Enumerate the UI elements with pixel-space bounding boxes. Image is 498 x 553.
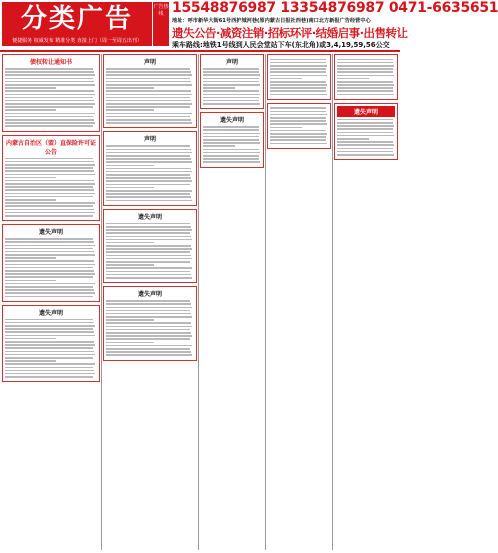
text-line-placeholder [106,145,190,147]
text-line-placeholder [270,90,326,92]
text-line-placeholder [5,177,56,179]
hotline-phones: 15548876987 13354876987 0471-6635651 [172,0,498,16]
text-line-placeholder [270,139,326,141]
text-line-placeholder [270,84,327,86]
text-line-placeholder [337,132,393,134]
text-line-placeholder [106,71,191,73]
text-line-placeholder [203,81,259,83]
text-line-placeholder [5,328,93,330]
text-line-placeholder [270,81,326,83]
text-line-placeholder [106,326,192,328]
text-line-placeholder [106,190,192,192]
text-line-placeholder [5,215,93,217]
text-line-placeholder [203,68,259,70]
text-line-placeholder [203,149,259,151]
text-line-placeholder [5,344,95,346]
text-line-placeholder [5,119,94,121]
text-line-placeholder [5,363,95,365]
text-line-placeholder [5,193,95,195]
notice-title: 遗失声明 [219,117,244,125]
text-line-placeholder [337,71,393,73]
text-line-placeholder [5,357,93,359]
hotline-tag: 广告热线 [153,2,169,46]
notice-block [267,54,331,100]
text-line-placeholder [203,158,259,160]
text-line-placeholder [5,68,93,70]
text-line-placeholder [106,87,154,89]
text-line-placeholder [203,155,259,157]
text-line-placeholder [203,103,260,105]
bus-route: 乘车路线:地铁1号线到人民会堂站下车(东北角)或3,4,19,59,56公交 [172,41,390,49]
text-line-placeholder [106,229,192,231]
text-line-placeholder [106,103,192,105]
notice-title: 声明 [225,59,238,66]
text-line-placeholder [270,107,326,109]
notice-banner: 遗失声明 [337,106,395,117]
text-line-placeholder [106,313,191,315]
text-line-placeholder [106,351,191,353]
text-line-placeholder [5,97,93,99]
text-line-placeholder [106,342,154,344]
text-line-placeholder [5,205,93,207]
notice-statement [103,54,197,128]
text-line-placeholder [5,322,94,324]
text-line-placeholder [337,138,369,140]
text-line-placeholder [106,81,191,83]
text-line-placeholder [337,87,393,89]
text-line-placeholder [5,81,94,83]
notice-body [203,126,261,163]
text-line-placeholder [5,341,94,343]
text-line-placeholder [106,345,192,347]
notice-body [106,145,194,201]
text-line-placeholder [337,81,393,83]
text-line-placeholder [106,258,192,260]
text-line-placeholder [270,117,326,119]
notice-body [5,319,97,378]
text-line-placeholder [5,196,93,198]
text-line-placeholder [5,360,56,362]
text-line-placeholder [5,325,95,327]
brand-subtitle: 便捷服务 权威发布 精准分类 直接上门（周一至周五出刊） [2,36,152,46]
text-line-placeholder [270,75,327,77]
text-line-placeholder [270,123,327,125]
notice-title: 声明 [143,59,156,66]
text-line-placeholder [106,155,190,157]
text-line-placeholder [106,158,191,160]
text-line-placeholder [5,161,94,163]
column-divider [101,54,102,550]
text-line-placeholder [106,319,154,321]
text-line-placeholder [5,335,95,337]
text-line-placeholder [106,261,190,263]
text-line-placeholder [106,329,190,331]
text-line-placeholder [337,68,393,70]
text-line-placeholder [106,161,192,163]
brand-title: 分类广告 [2,2,152,36]
text-line-placeholder [270,127,302,129]
text-line-placeholder [203,161,260,163]
text-line-placeholder [106,242,154,244]
text-line-placeholder [5,100,94,102]
text-line-placeholder [106,354,192,356]
text-line-placeholder [203,84,260,86]
text-line-placeholder [337,62,393,64]
column-divider [265,54,266,550]
text-line-placeholder [5,270,94,272]
text-line-placeholder [5,238,93,240]
notice-body [203,68,261,105]
text-line-placeholder [270,133,327,135]
text-line-placeholder [337,59,393,61]
text-line-placeholder [203,97,259,99]
text-line-placeholder [106,84,192,86]
notice-title: 遗失声明 [137,213,162,221]
notice-lost [334,103,398,160]
notice-lost [200,112,264,167]
text-line-placeholder [106,310,190,312]
notice-body [337,119,395,156]
text-line-placeholder [203,145,235,147]
column-5 [334,54,398,550]
text-line-placeholder [5,109,56,111]
text-line-placeholder [203,129,259,131]
text-line-placeholder [5,370,94,372]
text-line-placeholder [106,271,190,273]
text-line-placeholder [5,189,94,191]
text-line-placeholder [270,111,326,113]
text-line-placeholder [203,71,259,73]
text-line-placeholder [5,94,95,96]
text-line-placeholder [337,65,394,67]
text-line-placeholder [337,122,393,124]
column-2 [103,54,197,550]
text-line-placeholder [270,130,326,132]
text-line-placeholder [270,71,326,73]
text-line-placeholder [106,316,192,318]
text-line-placeholder [106,196,191,198]
text-line-placeholder [203,78,259,80]
text-line-placeholder [337,151,393,153]
notice-block [267,103,331,149]
text-line-placeholder [106,68,190,70]
text-line-placeholder [5,373,95,375]
text-line-placeholder [106,338,190,340]
notice-title: 债权转让通知书 [29,59,72,66]
text-line-placeholder [270,94,327,96]
text-line-placeholder [5,183,95,185]
text-line-placeholder [337,75,394,77]
text-line-placeholder [106,245,191,247]
text-line-placeholder [5,180,94,182]
header-rule [0,50,400,52]
text-line-placeholder [106,223,190,225]
text-line-placeholder [106,193,190,195]
column-1 [2,54,100,550]
text-line-placeholder [5,103,95,105]
notice-lost [2,224,100,302]
notice-body [106,223,194,279]
column-divider [332,54,333,550]
text-line-placeholder [337,135,394,137]
text-line-placeholder [106,97,190,99]
text-line-placeholder [106,200,192,202]
text-line-placeholder [203,142,260,144]
text-line-placeholder [203,94,260,96]
text-line-placeholder [106,177,191,179]
text-line-placeholder [106,174,190,176]
text-line-placeholder [203,126,259,128]
text-line-placeholder [203,133,260,135]
text-line-placeholder [106,322,191,324]
text-line-placeholder [106,109,154,111]
office-address: 地址：呼市新华大街61号西护城河巷(原内蒙古日报社西巷)南口北方新报广告经营中心 [172,18,371,24]
text-line-placeholder [106,303,191,305]
text-line-placeholder [203,74,260,76]
text-line-placeholder [106,255,191,257]
text-line-placeholder [106,149,191,151]
text-line-placeholder [5,251,94,253]
text-line-placeholder [337,125,394,127]
text-line-placeholder [5,71,94,73]
notice-body [337,59,395,96]
text-line-placeholder [106,90,191,92]
text-line-placeholder [5,116,93,118]
text-line-placeholder [5,74,95,76]
notice-block [334,54,398,100]
text-line-placeholder [106,171,192,173]
text-line-placeholder [270,65,327,67]
text-line-placeholder [270,68,326,70]
text-line-placeholder [5,158,93,160]
text-line-placeholder [5,87,56,89]
notice-body [270,59,328,96]
column-4 [267,54,331,550]
text-line-placeholder [203,152,260,154]
text-line-placeholder [270,87,326,89]
text-line-placeholder [5,106,93,108]
text-line-placeholder [106,180,192,182]
text-line-placeholder [5,202,95,204]
text-line-placeholder [5,289,94,291]
column-divider [198,54,199,550]
text-line-placeholder [5,164,95,166]
notice-body [106,300,194,356]
text-line-placeholder [5,209,94,211]
notice-body [5,158,97,217]
notice-body [270,107,328,144]
text-line-placeholder [203,100,259,102]
text-line-placeholder [5,254,95,256]
text-line-placeholder [106,236,191,238]
text-line-placeholder [106,335,192,337]
text-line-placeholder [106,168,191,170]
text-line-placeholder [5,260,94,262]
text-line-placeholder [5,338,56,340]
text-line-placeholder [270,120,326,122]
text-line-placeholder [106,152,192,154]
page-header [0,0,498,60]
text-line-placeholder [106,106,190,108]
text-line-placeholder [106,267,192,269]
text-line-placeholder [106,78,190,80]
text-line-placeholder [5,125,93,127]
text-line-placeholder [203,87,235,89]
text-line-placeholder [5,241,94,243]
text-line-placeholder [5,170,94,172]
text-line-placeholder [203,139,259,141]
text-line-placeholder [270,136,326,138]
text-line-placeholder [337,84,394,86]
text-line-placeholder [270,143,327,145]
text-line-placeholder [106,119,191,121]
text-line-placeholder [106,165,154,167]
text-line-placeholder [106,274,191,276]
text-line-placeholder [5,292,95,294]
text-line-placeholder [337,144,394,146]
text-line-placeholder [5,78,93,80]
text-line-placeholder [5,286,93,288]
text-line-placeholder [106,348,190,350]
text-line-placeholder [270,62,326,64]
text-line-placeholder [5,113,95,115]
text-line-placeholder [5,84,95,86]
text-line-placeholder [5,267,93,269]
text-line-placeholder [106,113,192,115]
notice-body [5,238,97,297]
text-line-placeholder [5,280,56,282]
text-line-placeholder [106,94,192,96]
text-line-placeholder [5,351,94,353]
text-line-placeholder [5,90,94,92]
notice-title: 遗失声明 [38,229,63,237]
text-line-placeholder [270,59,326,61]
text-line-placeholder [106,251,190,253]
notice-lost [103,286,197,360]
text-line-placeholder [5,276,93,278]
text-line-placeholder [106,232,190,234]
notice-statement [200,54,264,109]
text-line-placeholder [106,248,192,250]
text-line-placeholder [270,114,327,116]
text-line-placeholder [5,257,56,259]
text-line-placeholder [106,277,192,279]
text-line-placeholder [5,331,94,333]
text-line-placeholder [5,376,93,378]
text-line-placeholder [106,307,192,309]
text-line-placeholder [337,154,394,156]
notice-lost [2,305,100,383]
notice-title: 遗失声明 [137,291,162,299]
text-line-placeholder [203,136,259,138]
text-line-placeholder [106,239,192,241]
text-line-placeholder [270,78,302,80]
notice-title: 遗失声明 [38,309,63,317]
text-line-placeholder [106,100,191,102]
text-line-placeholder [337,78,369,80]
text-line-placeholder [337,94,394,96]
text-line-placeholder [106,332,191,334]
text-line-placeholder [5,212,95,214]
notice-body [5,68,97,127]
text-line-placeholder [203,90,259,92]
text-line-placeholder [5,367,93,369]
text-line-placeholder [5,174,95,176]
text-line-placeholder [106,184,190,186]
text-line-placeholder [106,226,191,228]
notice-insurance [2,135,100,222]
text-line-placeholder [5,199,56,201]
text-line-placeholder [5,245,95,247]
text-line-placeholder [106,74,192,76]
text-line-placeholder [5,248,93,250]
text-line-placeholder [5,264,95,266]
text-line-placeholder [5,347,93,349]
notice-title: 声明 [143,136,156,144]
text-line-placeholder [337,119,393,121]
text-line-placeholder [5,319,93,321]
text-line-placeholder [5,283,95,285]
notice-title: 内蒙古自治区（盟）直保险许可证公告 [5,139,96,156]
text-line-placeholder [5,167,93,169]
notice-statement [103,131,197,205]
text-line-placeholder [106,187,154,189]
text-line-placeholder [5,122,95,124]
text-line-placeholder [106,116,190,118]
text-line-placeholder [337,148,393,150]
text-line-placeholder [5,354,95,356]
services-line: 遗失公告·减资注销·招标环评·结婚启事·出售转让 [172,26,408,40]
text-line-placeholder [5,296,93,298]
text-line-placeholder [106,300,190,302]
text-line-placeholder [5,186,93,188]
text-line-placeholder [106,264,154,266]
notice-body [106,68,194,124]
text-line-placeholder [337,90,393,92]
notice-lost [103,209,197,283]
text-line-placeholder [5,273,95,275]
text-line-placeholder [337,141,393,143]
notice-transfer [2,54,100,132]
text-line-placeholder [106,122,192,124]
text-line-placeholder [337,128,393,130]
column-3 [200,54,264,550]
